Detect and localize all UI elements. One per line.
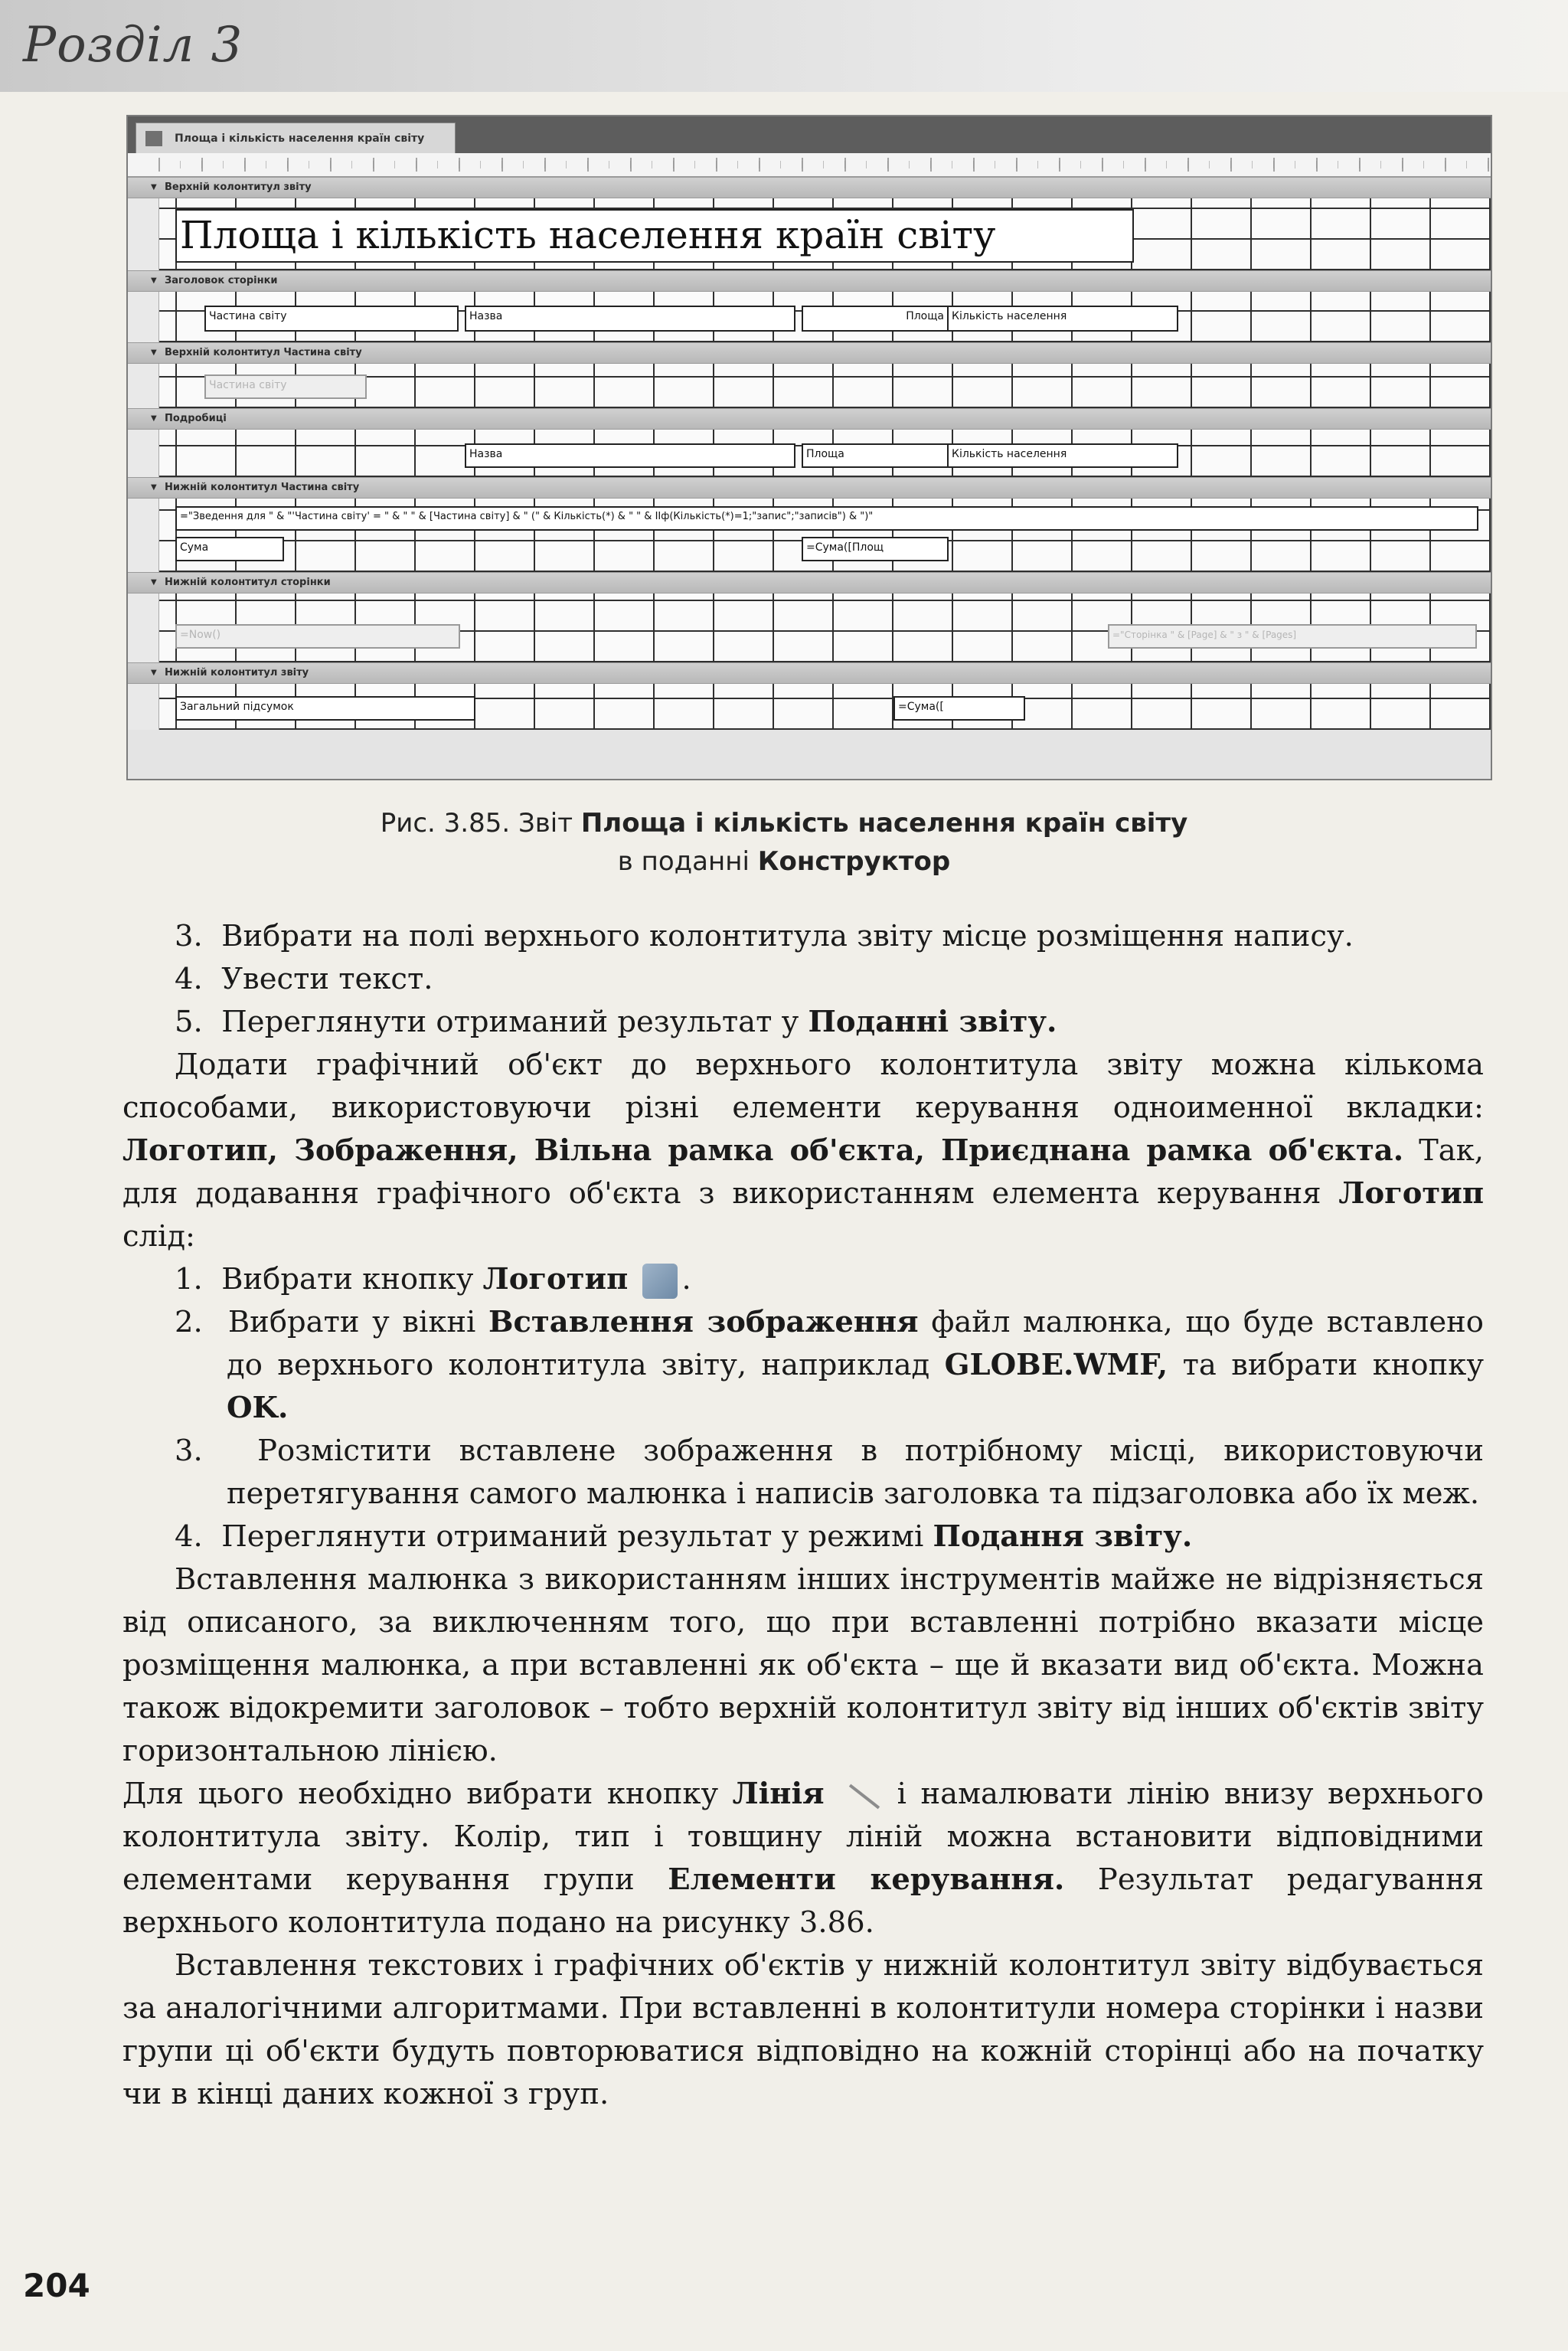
group-footer-body — [128, 499, 1491, 572]
group-summary-expression[interactable]: ="Зведення для " & "'Частина світу' = " & " " & [Частина світу] & " (" & Кількість(*) & " " & ІІф(Кількість(*)=1;"запис";"записів") & ")" — [175, 506, 1478, 531]
body-text — [122, 915, 1484, 2116]
section-group-header[interactable]: ▼ Верхній колонтитул Частина світу — [128, 342, 1491, 364]
section-report-footer[interactable]: ▼ Нижній колонтитул звіту — [128, 662, 1491, 684]
sum-area-expression[interactable]: =Сума([Площ — [802, 537, 949, 561]
detail-body — [128, 430, 1491, 477]
section-page-header[interactable]: ▼ Заголовок сторінки — [128, 270, 1491, 292]
label-part-of-world[interactable]: Частина світу — [204, 306, 459, 332]
list-item: 4. Увести текст. — [175, 962, 433, 996]
paragraph: Для цього необхідно вибрати кнопку Лінія і намалювати лінію внизу верхнього колонтитула звіту. Колір, тип і товщину ліній можна встановити відповідними елементами керування групи Елементи керування. Результат редагування верхнього колонтитула подано на рисунку 3.86. — [122, 1777, 1484, 1940]
section-selector[interactable] — [128, 364, 159, 408]
caption-mode-prefix: в поданні — [617, 846, 758, 877]
figure-caption-line1 — [0, 808, 1568, 839]
designer-tab-bar — [128, 116, 1491, 153]
section-selector[interactable] — [128, 684, 159, 730]
logo-button-icon — [642, 1264, 678, 1299]
list-item: 3. Розмістити вставлене зображення в потрібному місці, використовуючи перетягування самого малюнка і написів заголовка та підзаголовка або їх меж. — [175, 1434, 1484, 1511]
field-name[interactable]: Назва — [465, 443, 795, 468]
label-name[interactable]: Назва — [465, 306, 795, 332]
section-selector[interactable] — [128, 292, 159, 342]
list-item: 1. Вибрати кнопку Логотип . — [122, 1258, 1484, 1301]
chapter-label: Розділ 3 — [23, 17, 243, 74]
label-grand-total[interactable]: Загальний підсумок — [175, 696, 475, 721]
page-footer-page-number[interactable]: ="Сторінка " & [Page] & " з " & [Pages] — [1108, 624, 1477, 649]
label-population[interactable]: Кількість населення — [947, 306, 1178, 332]
page-header-body — [128, 292, 1491, 342]
section-selector[interactable] — [128, 593, 159, 662]
report-footer-body — [128, 684, 1491, 730]
grand-total-expression[interactable]: =Сума([ — [893, 696, 1025, 721]
report-tab[interactable] — [136, 123, 456, 154]
list-item: 4. Переглянути отриманий результат у режимі Подання звіту. — [175, 1519, 1193, 1554]
page-number: 204 — [23, 2267, 90, 2304]
section-selector[interactable] — [128, 198, 159, 270]
report-designer-screenshot — [126, 115, 1492, 780]
caption-prefix: Рис. 3.85. Звіт — [380, 808, 581, 839]
section-page-footer[interactable]: ▼ Нижній колонтитул сторінки — [128, 572, 1491, 593]
section-selector[interactable] — [128, 430, 159, 477]
list-item: 3. Вибрати на полі верхнього колонтитула звіту місце розміщення напису. — [175, 919, 1354, 953]
section-detail[interactable]: ▼ Подробиці — [128, 408, 1491, 430]
caption-mode: Конструктор — [757, 846, 951, 877]
field-area[interactable]: Площа — [802, 443, 949, 468]
horizontal-ruler — [128, 153, 1491, 177]
field-part-of-world[interactable]: Частина світу — [204, 374, 367, 399]
line-button-icon — [843, 1778, 878, 1813]
page-footer-body — [128, 593, 1491, 662]
paragraph: Додати графічний об'єкт до верхнього колонтитула звіту можна кількома способами, використовуючи різні елементи керування одноименної вкладки: Логотип, Зображення, Вільна рамка об'єкта, Приєднана рамка об'єкта. Так, для додавання графічного об'єкта з використанням елемента керування Логотип слід: — [122, 1048, 1484, 1254]
caption-title: Площа і кількість населення країн світу — [580, 808, 1188, 839]
paragraph: Вставлення малюнка з використанням інших інструментів майже не відрізняється від описаного, за виключенням того, що при вставленні потрібно вказати місце розміщення малюнка, а при вставленні як об'єкта – ще й вказати вид об'єкта. Можна також відокремити заголовок – тобто верхній колонтитул звіту від інших об'єктів звіту горизонтальною лінією. — [122, 1562, 1484, 1768]
report-header-body — [128, 198, 1491, 270]
report-title-label[interactable]: Площа і кількість населення країн світу — [175, 209, 1134, 263]
list-item: 2. Вибрати у вікні Вставлення зображення файл малюнка, що буде вставлено до верхнього колонтитула звіту, наприклад GLOBE.WMF, та вибрати кнопку OK. — [175, 1305, 1484, 1425]
list-item: 5. Переглянути отриманий результат у Поданні звіту. — [175, 1005, 1057, 1039]
label-sum[interactable]: Сума — [175, 537, 284, 561]
section-selector[interactable] — [128, 499, 159, 572]
figure-caption-line2 — [0, 846, 1568, 877]
page-footer-date[interactable]: =Now() — [175, 624, 460, 649]
section-group-footer[interactable]: ▼ Нижній колонтитул Частина світу — [128, 477, 1491, 499]
ruler-minor-ticks — [180, 161, 1491, 168]
label-area[interactable]: Площа — [802, 306, 949, 332]
report-icon — [145, 131, 162, 146]
paragraph: Вставлення текстових і графічних об'єктів у нижній колонтитул звіту відбувається за аналогічними алгоритмами. При вставленні в колонтитули номера сторінки і назви групи ці об'єкти будуть повторюватися відповідно на кожній сторінці або на початку чи в кінці даних кожної з груп. — [122, 1948, 1484, 2111]
group-header-body — [128, 364, 1491, 408]
section-report-header[interactable]: ▼ Верхній колонтитул звіту — [128, 177, 1491, 198]
report-tab-title: Площа і кількість населення країн світу — [175, 132, 425, 145]
field-population[interactable]: Кількість населення — [947, 443, 1178, 468]
